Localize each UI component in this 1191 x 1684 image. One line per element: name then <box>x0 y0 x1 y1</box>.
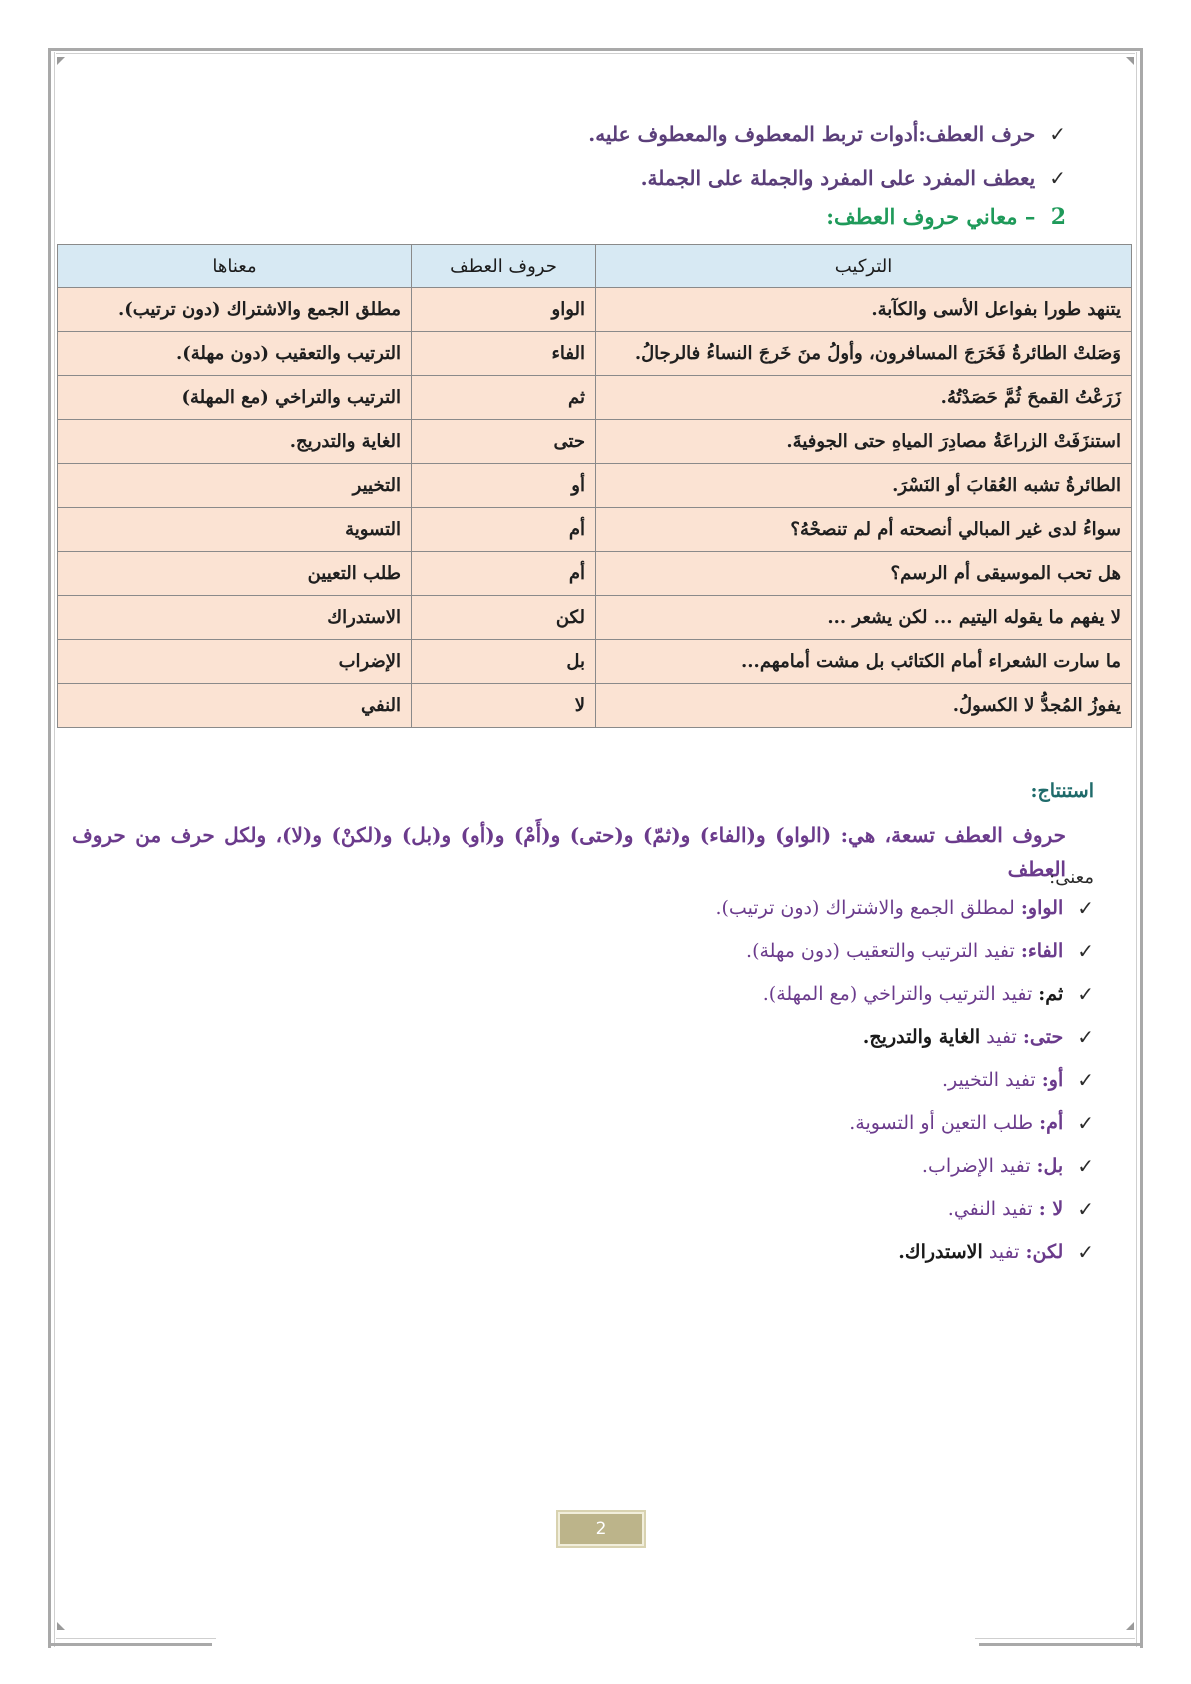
cell-composition: الطائرةُ تشبه العُقابَ أو النَسْرَ. <box>596 464 1132 508</box>
frame-right <box>1140 48 1143 1648</box>
cell-letter: لكن <box>412 596 596 640</box>
list-item <box>394 929 1094 972</box>
checkmark-icon: ✓ <box>1077 1024 1094 1049</box>
list-item <box>394 1144 1094 1187</box>
meaning-head: الفاء: <box>1020 939 1064 962</box>
table-row <box>58 288 1132 332</box>
frame-left <box>48 48 51 1648</box>
frame-top-inner <box>56 53 1135 54</box>
table-row <box>58 420 1132 464</box>
cell-meaning: التخيير <box>58 464 412 508</box>
cell-composition: لا يفهم ما يقوله اليتيم ... لكن يشعر ... <box>596 596 1132 640</box>
checkmark-icon: ✓ <box>1077 1153 1094 1178</box>
meaning-body: تفيد الإضراب. <box>921 1154 1037 1177</box>
cell-letter: أو <box>412 464 596 508</box>
meaning-head: حتى: <box>1022 1025 1064 1048</box>
intro-bullet-text: يعطف المفرد على المفرد والجملة على الجملة. <box>640 166 1036 190</box>
frame-right-inner <box>1136 52 1137 1647</box>
cell-composition: سواءُ لدى غير المبالي أنصحته أم لم تنصحْهُ؟ <box>596 508 1132 552</box>
cell-letter: أم <box>412 508 596 552</box>
meaning-body: تفيد <box>982 1240 1026 1263</box>
meaning-body: تفيد <box>980 1025 1023 1048</box>
meaning-body: لمطلق الجمع والاشتراك (دون ترتيب). <box>715 896 1021 919</box>
corner-bottom-left <box>57 1622 65 1630</box>
list-item <box>394 1230 1094 1273</box>
cell-meaning: الترتيب والتعقيب (دون مهلة). <box>58 332 412 376</box>
table-row <box>58 464 1132 508</box>
checkmark-icon: ✓ <box>1049 122 1066 146</box>
cell-meaning: طلب التعيين <box>58 552 412 596</box>
list-item <box>394 1058 1094 1101</box>
frame-left-inner <box>54 52 55 1647</box>
meaning-head: لكن: <box>1025 1240 1064 1263</box>
list-item <box>394 1187 1094 1230</box>
meaning-body: طلب التعين أو التسوية. <box>849 1111 1040 1134</box>
cell-composition: هل تحب الموسيقى أم الرسم؟ <box>596 552 1132 596</box>
cell-letter: بل <box>412 640 596 684</box>
list-item <box>394 972 1094 1015</box>
checkmark-icon: ✓ <box>1077 1110 1094 1135</box>
table-row <box>58 552 1132 596</box>
table-row <box>58 596 1132 640</box>
cell-letter: لا <box>412 684 596 728</box>
table-row <box>58 332 1132 376</box>
conclusion-label: استنتاج: <box>1030 780 1094 802</box>
cell-composition: استنزَفَتْ الزراعَةُ مصادِرَ المياهِ حتى الجوفيةَ. <box>596 420 1132 464</box>
cell-meaning: الغاية والتدريج. <box>58 420 412 464</box>
cell-meaning: الترتيب والتراخي (مع المهلة) <box>58 376 412 420</box>
header-composition: التركيب <box>596 245 1132 288</box>
checkmark-icon: ✓ <box>1077 1196 1094 1221</box>
cell-letter: الواو <box>412 288 596 332</box>
cell-meaning: التسوية <box>58 508 412 552</box>
table-row <box>58 640 1132 684</box>
cell-meaning: النفي <box>58 684 412 728</box>
meaning-tail: الاستدراك. <box>898 1240 983 1263</box>
frame-bottom-right <box>979 1643 1141 1646</box>
intro-bullets <box>366 112 1066 200</box>
table-row <box>58 376 1132 420</box>
frame-bottom-inner-left <box>56 1638 216 1639</box>
meaning-head: أو: <box>1041 1068 1064 1091</box>
meaning-head: أم: <box>1039 1111 1064 1134</box>
section-title <box>826 204 1066 230</box>
meaning-body: تفيد الترتيب والتعقيب (دون مهلة). <box>746 939 1021 962</box>
checkmark-icon: ✓ <box>1077 981 1094 1006</box>
header-letters: حروف العطف <box>412 245 596 288</box>
table-header-row <box>58 245 1132 288</box>
page-number: 2 <box>595 1519 607 1539</box>
cell-meaning: الإضراب <box>58 640 412 684</box>
cell-composition: يفوزُ المُجدُّ لا الكسولُ. <box>596 684 1132 728</box>
meaning-head: ثم: <box>1038 982 1064 1005</box>
list-item <box>394 1101 1094 1144</box>
cell-letter: ثم <box>412 376 596 420</box>
intro-bullet-text: حرف العطف:أدوات تربط المعطوف والمعطوف عليه. <box>588 122 1036 146</box>
list-item <box>366 156 1066 200</box>
meaning-head: بل: <box>1036 1154 1064 1177</box>
meaning-tail: الغاية والتدريج. <box>862 1025 981 1048</box>
cell-letter: الفاء <box>412 332 596 376</box>
meanings-list <box>394 886 1094 1273</box>
cell-meaning: الاستدراك <box>58 596 412 640</box>
frame-bottom-left <box>50 1643 212 1646</box>
meaning-body: تفيد النفي. <box>947 1197 1039 1220</box>
meaning-head: الواو: <box>1020 896 1064 919</box>
cell-composition: وَصَلتْ الطائرةُ فَخَرَجَ المسافرون، وأولُ منَ خَرجَ النساءُ فالرجالُ. <box>596 332 1132 376</box>
cell-composition: زَرَعْتُ القمحَ ثُمَّ حَصَدْتُهُ. <box>596 376 1132 420</box>
corner-top-left <box>57 57 65 65</box>
page-number-badge <box>556 1510 646 1548</box>
meaning-body: تفيد التخيير. <box>942 1068 1042 1091</box>
cell-letter: أم <box>412 552 596 596</box>
conjunctions-table <box>57 244 1132 728</box>
header-meaning: معناها <box>58 245 412 288</box>
corner-bottom-right <box>1126 1622 1134 1630</box>
checkmark-icon: ✓ <box>1077 895 1094 920</box>
frame-top <box>50 48 1141 51</box>
meaning-head: لا : <box>1038 1197 1064 1220</box>
list-item <box>366 112 1066 156</box>
checkmark-icon: ✓ <box>1077 938 1094 963</box>
conclusion-text: حروف العطف تسعة، هي: (الواو) و(الفاء) و(ثمّ) و(حتى) و(أَمْ) و(أو) و(بل) و(لكنْ) و(لا)، ولكل حرف من حروف العطف <box>72 823 1066 881</box>
list-item <box>394 886 1094 929</box>
checkmark-icon: ✓ <box>1077 1067 1094 1092</box>
checkmark-icon: ✓ <box>1049 166 1066 190</box>
cell-composition: ما سارت الشعراء أمام الكتائب بل مشت أمامهم... <box>596 640 1132 684</box>
meaning-body: تفيد الترتيب والتراخي (مع المهلة). <box>762 982 1039 1005</box>
cell-meaning: مطلق الجمع والاشتراك (دون ترتيب). <box>58 288 412 332</box>
corner-top-right <box>1126 57 1134 65</box>
section-title-text: – معاني حروف العطف: <box>826 204 1036 229</box>
cell-composition: يتنهد طورا بفواعل الأسى والكآبة. <box>596 288 1132 332</box>
list-item <box>394 1015 1094 1058</box>
cell-letter: حتى <box>412 420 596 464</box>
section-number: 2 <box>1050 204 1066 230</box>
table-row <box>58 684 1132 728</box>
frame-bottom-inner-right <box>975 1638 1135 1639</box>
checkmark-icon: ✓ <box>1077 1239 1094 1264</box>
table-row <box>58 508 1132 552</box>
meaning-label: معنى: <box>1049 867 1094 888</box>
